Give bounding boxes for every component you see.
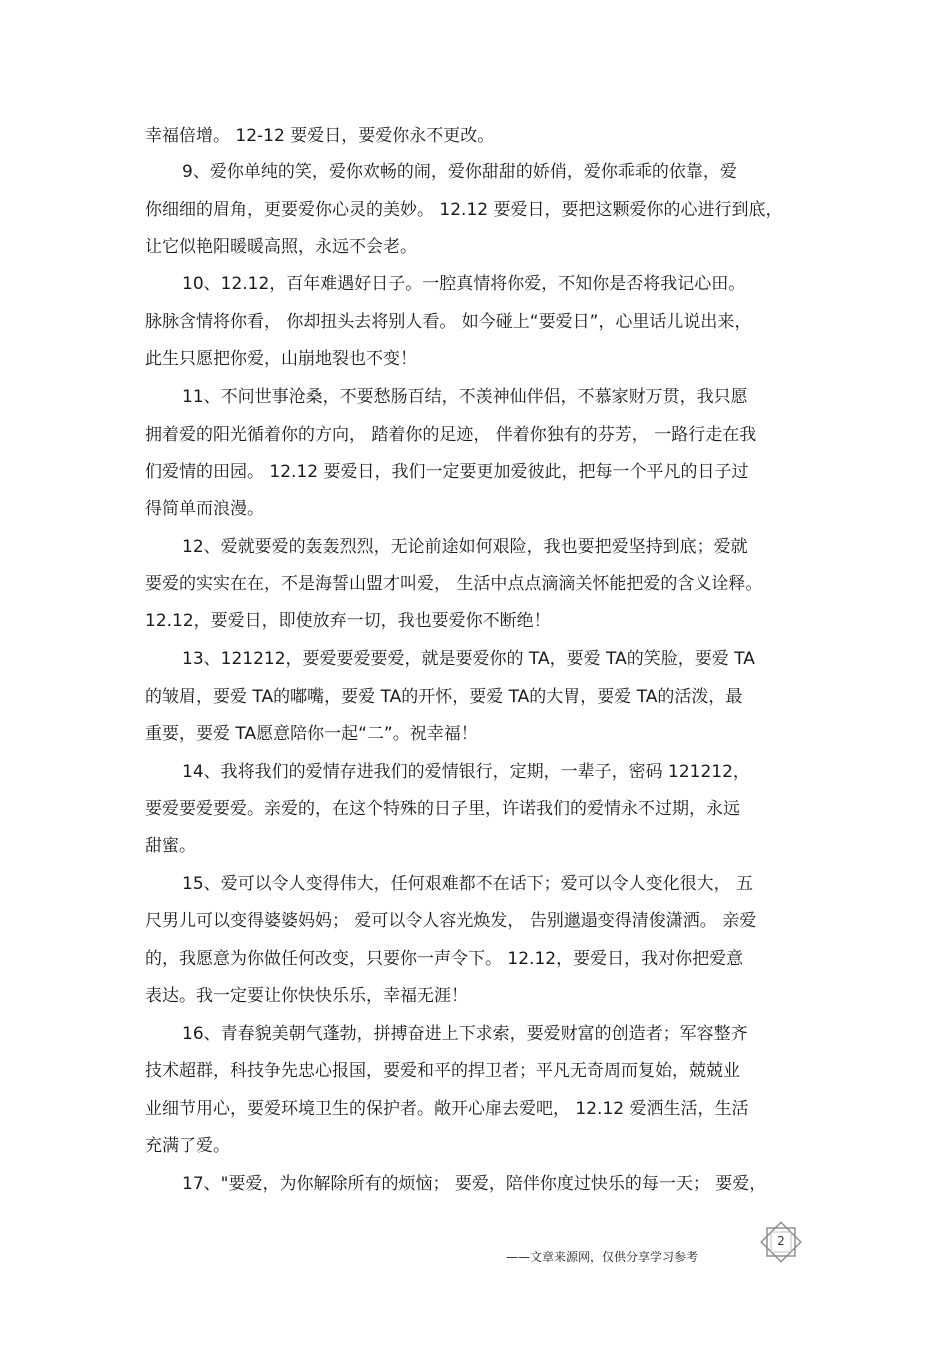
text-line: 重要，要爱 TA愿意陪你一起“二”。祝幸福！ [145,724,478,744]
text-line: 13、121212，要爱要爱要爱，就是要爱你的 TA，要爱 TA的笑脸，要爱 TA [182,649,755,669]
text-line: 的皱眉，要爱 TA的嘟嘴，要爱 TA的开怀，要爱 TA的大胃，要爱 TA的活泼，最 [145,687,743,707]
text-line: 甜蜜。 [145,836,196,856]
page-number: 2 [777,1234,785,1248]
text-line: 业细节用心，要爱环境卫生的保护者。敞开心扉去爱吧， 12.12 爱洒生活，生活 [145,1099,749,1119]
text-line: 10、12.12，百年难遇好日子。一腔真情将你爱，不知你是否将我记心田。 [182,274,746,294]
page-number-badge [756,1219,806,1265]
text-line: 9、爱你单纯的笑，爱你欢畅的闹，爱你甜甜的娇俏，爱你乖乖的依靠，爱 [182,162,737,182]
text-line: 要爱要爱要爱。亲爱的，在这个特殊的日子里，许诺我们的爱情永不过期，永远 [145,799,740,819]
text-line: 11、不问世事沧桑，不要愁肠百结，不羡神仙伴侣，不慕家财万贯，我只愿 [182,387,748,407]
text-line: 要爱的实实在在，不是海誓山盟才叫爱， 生活中点点滴滴关怀能把爱的含义诠释。 [145,574,763,594]
text-line: 技术超群，科技争先忠心报国，要爱和平的捍卫者；平凡无奇周而复始，兢兢业 [145,1061,740,1081]
text-line: 14、我将我们的爱情存进我们的爱情银行，定期，一辈子，密码 121212， [182,762,750,782]
text-line: 得简单而浪漫。 [145,499,264,519]
text-line: 17、"要爱，为你解除所有的烦恼； 要爱，陪伴你度过快乐的每一天； 要爱， [182,1174,767,1194]
text-line: 脉脉含情将你看， 你却扭头去将别人看。 如今碰上“要爱日”，心里话儿说出来， [145,312,752,332]
text-line: 拥着爱的阳光循着你的方向， 踏着你的足迹， 伴着你独有的芬芳， 一路行走在我 [145,425,757,445]
footer-source-note: ——文章来源网，仅供分享学习参考 [506,1250,699,1264]
text-line: 尺男儿可以变得婆婆妈妈； 爱可以令人容光焕发， 告别邋遢变得清俊潇洒。 亲爱 [145,911,757,931]
text-line: 的，我愿意为你做任何改变，只要你一声令下。 12.12，要爱日，我对你把爱意 [145,949,744,969]
text-line: 表达。我一定要让你快快乐乐，幸福无涯！ [145,986,468,1006]
text-line: 幸福倍增。 12-12 要爱日，要爱你永不更改。 [145,126,495,146]
text-line: 16、青春貌美朝气蓬勃，拼搏奋进上下求索，要爱财富的创造者；军容整齐 [182,1024,748,1044]
text-line: 们爱情的田园。 12.12 要爱日，我们一定要更加爱彼此，把每一个平凡的日子过 [145,462,749,482]
text-line: 充满了爱。 [145,1136,230,1156]
text-line: 让它似艳阳暖暖高照，永远不会老。 [145,237,417,257]
text-line: 15、爱可以令人变得伟大，任何艰难都不在话下；爱可以令人变化很大， 五 [182,874,754,894]
text-line: 此生只愿把你爱，山崩地裂也不变！ [145,349,417,369]
text-line: 12.12，要爱日，即使放弃一切，我也要爱你不断绝！ [145,611,551,631]
text-line: 12、爱就要爱的轰轰烈烈，无论前途如何艰险，我也要把爱坚持到底；爱就 [182,537,748,557]
text-line: 你细细的眉角，更要爱你心灵的美妙。 12.12 要爱日，要把这颗爱你的心进行到底， [145,200,783,220]
